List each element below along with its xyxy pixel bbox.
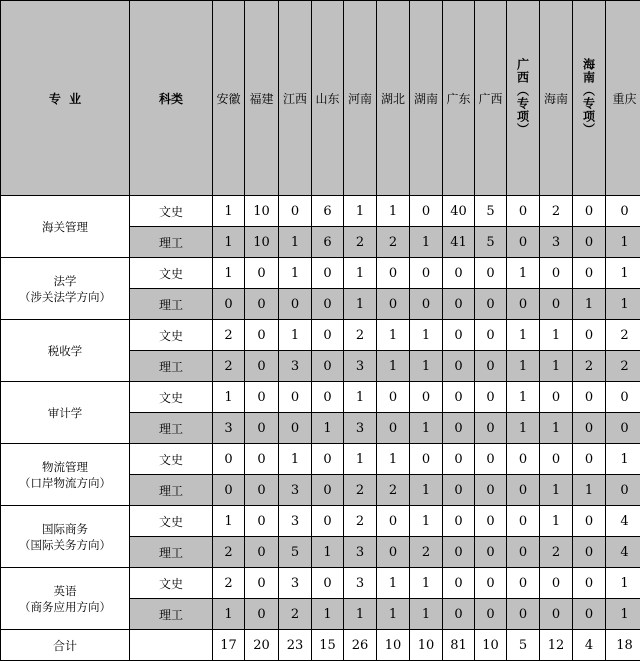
count-cell: 0 <box>475 320 507 351</box>
count-cell: 0 <box>573 599 606 630</box>
count-cell: 0 <box>475 351 507 382</box>
count-cell: 1 <box>507 382 540 413</box>
header-region <box>344 1 377 196</box>
total-cell: 15 <box>312 630 344 661</box>
count-cell: 10 <box>245 227 279 258</box>
count-cell: 0 <box>475 289 507 320</box>
major-name-line: （商务应用方向） <box>1 599 129 615</box>
count-cell: 0 <box>573 444 606 475</box>
count-cell: 1 <box>377 351 410 382</box>
count-cell: 0 <box>245 258 279 289</box>
count-cell: 0 <box>213 444 245 475</box>
count-cell: 0 <box>540 289 573 320</box>
count-cell: 1 <box>344 444 377 475</box>
region-label: 广东 <box>446 92 470 106</box>
subject-cell: 理工 <box>130 537 213 568</box>
count-cell: 0 <box>573 227 606 258</box>
count-cell: 0 <box>475 258 507 289</box>
count-cell: 2 <box>540 196 573 227</box>
table-row <box>1 506 640 537</box>
subject-cell: 理工 <box>130 289 213 320</box>
subject-cell: 理工 <box>130 475 213 506</box>
count-cell: 0 <box>312 289 344 320</box>
count-cell: 1 <box>279 444 312 475</box>
header-category: 科类 <box>130 1 213 196</box>
count-cell: 3 <box>344 351 377 382</box>
count-cell: 0 <box>573 382 606 413</box>
header-region <box>410 1 443 196</box>
count-cell: 40 <box>443 196 475 227</box>
count-cell: 6 <box>312 227 344 258</box>
count-cell: 0 <box>443 351 475 382</box>
count-cell: 0 <box>410 289 443 320</box>
count-cell: 0 <box>245 506 279 537</box>
count-cell: 0 <box>377 537 410 568</box>
region-label: 福建 <box>249 92 273 106</box>
count-cell: 0 <box>312 444 344 475</box>
count-cell: 0 <box>245 382 279 413</box>
count-cell: 1 <box>377 320 410 351</box>
count-cell: 0 <box>312 320 344 351</box>
count-cell: 1 <box>279 258 312 289</box>
count-cell: 0 <box>507 599 540 630</box>
region-label: 重庆 <box>612 92 636 106</box>
count-cell: 0 <box>573 258 606 289</box>
total-cell: 18 <box>606 630 640 661</box>
table-row <box>1 568 640 599</box>
count-cell: 0 <box>507 444 540 475</box>
count-cell: 0 <box>573 537 606 568</box>
count-cell: 0 <box>606 196 640 227</box>
count-cell: 0 <box>475 537 507 568</box>
region-label: 广西（专项） <box>515 58 532 136</box>
count-cell: 0 <box>443 258 475 289</box>
count-cell: 0 <box>443 537 475 568</box>
count-cell: 0 <box>279 289 312 320</box>
count-cell: 1 <box>344 196 377 227</box>
count-cell: 2 <box>213 320 245 351</box>
count-cell: 0 <box>312 382 344 413</box>
count-cell: 2 <box>344 506 377 537</box>
count-cell: 0 <box>475 382 507 413</box>
totals-row <box>1 630 640 661</box>
region-label: 山东 <box>315 92 339 106</box>
count-cell: 0 <box>573 568 606 599</box>
major-name-line: 英语 <box>1 583 129 599</box>
major-name-line: （口岸物流方向） <box>1 475 129 491</box>
count-cell: 1 <box>410 351 443 382</box>
subject-cell: 文史 <box>130 568 213 599</box>
region-label: 湖南 <box>414 92 438 106</box>
count-cell: 1 <box>606 444 640 475</box>
header-region <box>213 1 245 196</box>
count-cell: 2 <box>540 537 573 568</box>
count-cell: 1 <box>344 289 377 320</box>
totals-label: 合计 <box>1 630 130 661</box>
header-region <box>312 1 344 196</box>
count-cell: 2 <box>377 227 410 258</box>
count-cell: 1 <box>507 258 540 289</box>
count-cell: 1 <box>410 475 443 506</box>
count-cell: 0 <box>410 196 443 227</box>
subject-cell: 理工 <box>130 351 213 382</box>
total-cell: 12 <box>540 630 573 661</box>
total-cell: 20 <box>245 630 279 661</box>
count-cell: 0 <box>507 289 540 320</box>
count-cell: 1 <box>606 258 640 289</box>
major-cell <box>1 196 130 258</box>
count-cell: 5 <box>475 196 507 227</box>
count-cell: 0 <box>377 413 410 444</box>
count-cell: 0 <box>507 227 540 258</box>
header-region <box>573 1 606 196</box>
table-row <box>1 320 640 351</box>
count-cell: 0 <box>443 289 475 320</box>
count-cell: 0 <box>312 506 344 537</box>
subject-cell: 理工 <box>130 413 213 444</box>
header-region <box>377 1 410 196</box>
table-row <box>1 382 640 413</box>
count-cell: 1 <box>606 599 640 630</box>
count-cell: 2 <box>606 351 640 382</box>
count-cell: 1 <box>410 320 443 351</box>
count-cell: 1 <box>279 227 312 258</box>
count-cell: 0 <box>540 258 573 289</box>
count-cell: 0 <box>475 599 507 630</box>
count-cell: 0 <box>443 599 475 630</box>
major-name-line: 海关管理 <box>1 219 129 235</box>
count-cell: 4 <box>606 506 640 537</box>
count-cell: 6 <box>312 196 344 227</box>
count-cell: 0 <box>443 320 475 351</box>
count-cell: 1 <box>377 196 410 227</box>
count-cell: 1 <box>312 413 344 444</box>
count-cell: 0 <box>245 351 279 382</box>
count-cell: 1 <box>410 599 443 630</box>
count-cell: 5 <box>475 227 507 258</box>
count-cell: 41 <box>443 227 475 258</box>
count-cell: 1 <box>312 599 344 630</box>
count-cell: 1 <box>606 289 640 320</box>
count-cell: 2 <box>344 320 377 351</box>
header-region <box>475 1 507 196</box>
total-cell: 10 <box>377 630 410 661</box>
count-cell: 0 <box>213 289 245 320</box>
count-cell: 1 <box>606 568 640 599</box>
count-cell: 2 <box>573 351 606 382</box>
count-cell: 0 <box>443 413 475 444</box>
count-cell: 3 <box>279 506 312 537</box>
count-cell: 0 <box>443 382 475 413</box>
count-cell: 0 <box>312 351 344 382</box>
count-cell: 1 <box>410 227 443 258</box>
totals-blank <box>130 630 213 661</box>
count-cell: 0 <box>312 258 344 289</box>
count-cell: 0 <box>443 568 475 599</box>
count-cell: 1 <box>344 258 377 289</box>
count-cell: 1 <box>279 320 312 351</box>
major-name-line: （涉关法学方向） <box>1 289 129 305</box>
count-cell: 1 <box>410 506 443 537</box>
region-label: 广西 <box>478 92 502 106</box>
header-region <box>606 1 640 196</box>
count-cell: 1 <box>377 568 410 599</box>
count-cell: 2 <box>344 475 377 506</box>
count-cell: 0 <box>540 599 573 630</box>
count-cell: 0 <box>443 475 475 506</box>
count-cell: 1 <box>377 599 410 630</box>
header-region <box>443 1 475 196</box>
count-cell: 1 <box>540 320 573 351</box>
count-cell: 4 <box>606 537 640 568</box>
count-cell: 0 <box>475 506 507 537</box>
major-name-line: 物流管理 <box>1 459 129 475</box>
total-cell: 10 <box>475 630 507 661</box>
major-name-line: 税收学 <box>1 343 129 359</box>
count-cell: 0 <box>312 568 344 599</box>
count-cell: 1 <box>213 196 245 227</box>
count-cell: 0 <box>245 444 279 475</box>
header-region <box>279 1 312 196</box>
subject-cell: 文史 <box>130 320 213 351</box>
count-cell: 0 <box>573 413 606 444</box>
count-cell: 1 <box>540 351 573 382</box>
count-cell: 1 <box>507 351 540 382</box>
count-cell: 0 <box>245 475 279 506</box>
count-cell: 1 <box>213 227 245 258</box>
count-cell: 0 <box>245 568 279 599</box>
header-region <box>507 1 540 196</box>
count-cell: 0 <box>606 475 640 506</box>
count-cell: 5 <box>279 537 312 568</box>
count-cell: 1 <box>213 258 245 289</box>
count-cell: 1 <box>213 506 245 537</box>
count-cell: 0 <box>410 444 443 475</box>
count-cell: 0 <box>245 599 279 630</box>
count-cell: 2 <box>606 320 640 351</box>
region-label: 安徽 <box>216 92 240 106</box>
count-cell: 0 <box>507 537 540 568</box>
count-cell: 0 <box>443 444 475 475</box>
count-cell: 0 <box>507 475 540 506</box>
count-cell: 0 <box>475 413 507 444</box>
subject-cell: 文史 <box>130 444 213 475</box>
major-cell <box>1 258 130 320</box>
count-cell: 2 <box>279 599 312 630</box>
table-row <box>1 196 640 227</box>
major-cell <box>1 444 130 506</box>
count-cell: 1 <box>410 568 443 599</box>
count-cell: 1 <box>540 413 573 444</box>
count-cell: 1 <box>573 475 606 506</box>
count-cell: 0 <box>410 382 443 413</box>
count-cell: 2 <box>410 537 443 568</box>
count-cell: 0 <box>245 289 279 320</box>
header-region <box>245 1 279 196</box>
count-cell: 0 <box>279 382 312 413</box>
count-cell: 3 <box>344 537 377 568</box>
subject-cell: 理工 <box>130 599 213 630</box>
major-cell <box>1 506 130 568</box>
count-cell: 0 <box>312 475 344 506</box>
count-cell: 0 <box>573 196 606 227</box>
count-cell: 3 <box>213 413 245 444</box>
count-cell: 0 <box>377 258 410 289</box>
count-cell: 1 <box>410 413 443 444</box>
header-major: 专 业 <box>1 1 130 196</box>
major-name-line: 国际商务 <box>1 521 129 537</box>
count-cell: 0 <box>377 289 410 320</box>
count-cell: 2 <box>377 475 410 506</box>
count-cell: 1 <box>312 537 344 568</box>
count-cell: 3 <box>344 413 377 444</box>
total-cell: 81 <box>443 630 475 661</box>
total-cell: 17 <box>213 630 245 661</box>
count-cell: 0 <box>507 196 540 227</box>
count-cell: 1 <box>213 382 245 413</box>
count-cell: 0 <box>507 568 540 599</box>
count-cell: 1 <box>377 444 410 475</box>
count-cell: 1 <box>573 289 606 320</box>
subject-cell: 文史 <box>130 382 213 413</box>
count-cell: 0 <box>443 506 475 537</box>
region-label: 海南（专项） <box>581 58 598 136</box>
subject-cell: 文史 <box>130 196 213 227</box>
major-cell <box>1 568 130 630</box>
count-cell: 0 <box>377 382 410 413</box>
count-cell: 0 <box>475 475 507 506</box>
table-row <box>1 258 640 289</box>
major-name-line: 审计学 <box>1 405 129 421</box>
subject-cell: 理工 <box>130 227 213 258</box>
count-cell: 3 <box>279 475 312 506</box>
count-cell: 0 <box>475 444 507 475</box>
count-cell: 3 <box>279 351 312 382</box>
count-cell: 0 <box>245 320 279 351</box>
total-cell: 26 <box>344 630 377 661</box>
major-name-line: （国际关务方向） <box>1 537 129 553</box>
count-cell: 1 <box>507 413 540 444</box>
count-cell: 0 <box>279 413 312 444</box>
count-cell: 0 <box>213 475 245 506</box>
count-cell: 3 <box>279 568 312 599</box>
total-cell: 4 <box>573 630 606 661</box>
total-cell: 10 <box>410 630 443 661</box>
region-label: 河南 <box>348 92 372 106</box>
major-name-line: 法学 <box>1 273 129 289</box>
total-cell: 23 <box>279 630 312 661</box>
count-cell: 0 <box>507 506 540 537</box>
count-cell: 0 <box>475 568 507 599</box>
total-cell: 5 <box>507 630 540 661</box>
count-cell: 2 <box>213 537 245 568</box>
count-cell: 0 <box>245 537 279 568</box>
count-cell: 0 <box>606 382 640 413</box>
major-cell <box>1 320 130 382</box>
count-cell: 1 <box>507 320 540 351</box>
count-cell: 0 <box>540 444 573 475</box>
count-cell: 1 <box>344 599 377 630</box>
count-cell: 0 <box>606 413 640 444</box>
count-cell: 1 <box>606 227 640 258</box>
region-label: 湖北 <box>381 92 405 106</box>
count-cell: 1 <box>540 475 573 506</box>
count-cell: 2 <box>213 351 245 382</box>
count-cell: 0 <box>245 413 279 444</box>
count-cell: 0 <box>573 320 606 351</box>
major-cell <box>1 382 130 444</box>
count-cell: 3 <box>540 227 573 258</box>
count-cell: 1 <box>540 506 573 537</box>
count-cell: 10 <box>245 196 279 227</box>
count-cell: 0 <box>540 382 573 413</box>
header-row <box>1 1 640 196</box>
count-cell: 0 <box>410 258 443 289</box>
count-cell: 2 <box>344 227 377 258</box>
subject-cell: 文史 <box>130 258 213 289</box>
count-cell: 3 <box>344 568 377 599</box>
count-cell: 0 <box>279 196 312 227</box>
count-cell: 0 <box>573 506 606 537</box>
header-region <box>540 1 573 196</box>
subject-cell: 文史 <box>130 506 213 537</box>
count-cell: 1 <box>344 382 377 413</box>
count-cell: 0 <box>377 506 410 537</box>
table-row <box>1 444 640 475</box>
region-label: 江西 <box>283 92 307 106</box>
region-label: 海南 <box>544 92 568 106</box>
count-cell: 0 <box>540 568 573 599</box>
count-cell: 1 <box>213 599 245 630</box>
count-cell: 2 <box>213 568 245 599</box>
